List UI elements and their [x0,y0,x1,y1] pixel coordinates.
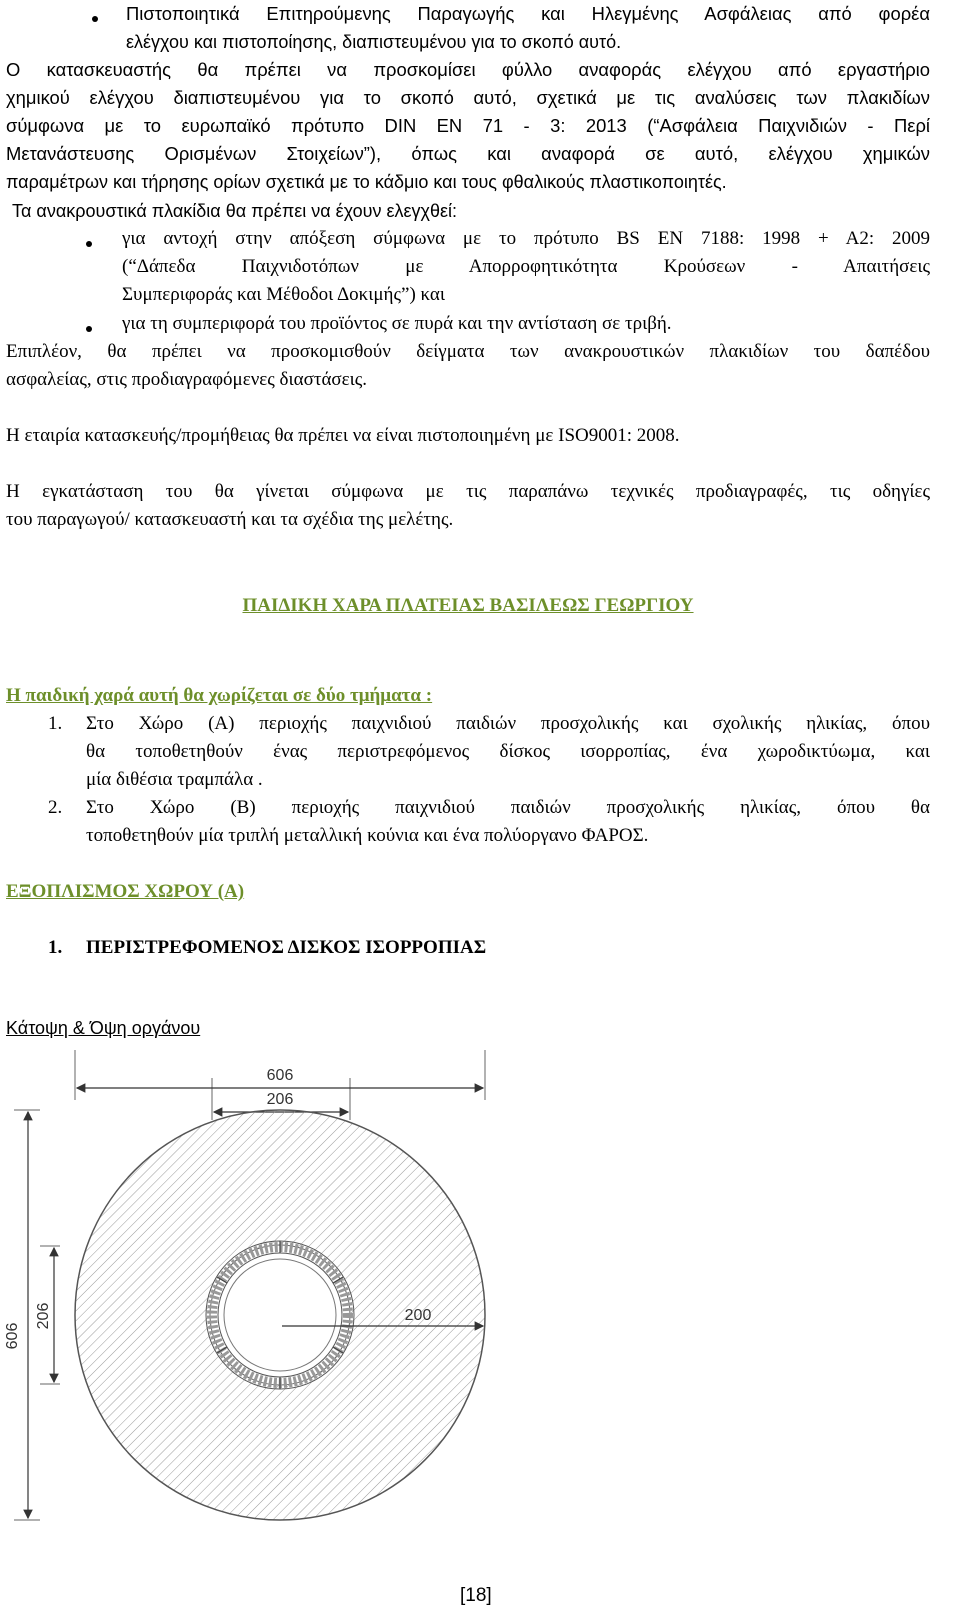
list-item-2-line-1: Στο Χώρο (Β) περιοχής παιχνιδιού παιδιών προσχολικής ηλικίας, όπου θα [86,797,930,818]
dim-label-vertical-outer: 606 [4,1322,21,1350]
tiles-bullet-1-line-1: για αντοχή στην απόξεση σύμφωνα με το πρότυπο BS EN 7188: 1998 + A2: 2009 [122,228,930,249]
division-heading: Η παιδική χαρά αυτή θα χωρίζεται σε δύο τμήματα : [6,685,433,706]
installation-line-1: Η εγκατάσταση του θα γίνεται σύμφωνα με τις παραπάνω τεχνικές προδιαγραφές, τις οδηγίες [6,481,930,502]
installation-paragraph [6,478,930,506]
dim-label-radius: 200 [404,1307,432,1324]
bullet-marker [86,326,92,332]
item-heading-title: ΠΕΡΙΣΤΡΕΦΟΜΕΝΟΣ ΔΙΣΚΟΣ ΙΣΟΡΡΟΠΙΑΣ [86,937,487,958]
iso-paragraph: Η εταιρία κατασκευής/προμήθειας θα πρέπει να είναι πιστοποιημένη με ISO9001: 2008. [6,425,680,446]
list-item-2-line-2: τοποθετηθούν μία τριπλή μεταλλική κούνια και ένα πολύοργανο ΦΑΡΟΣ. [86,825,649,846]
bullet-marker [92,16,98,22]
tiles-bullet-1 [122,225,930,281]
dim-label-outer: 606 [266,1067,294,1084]
manufacturer-line-1: Ο κατασκευαστής θα πρέπει να προσκομίσει φύλλο αναφοράς ελέγχου από εργαστήριο [6,59,930,80]
drawing-caption: Κάτοψη & Όψη οργάνου [6,1018,201,1038]
section-title: ΠΑΙΔΙΚΗ ΧΑΡΑ ΠΛΑΤΕΙΑΣ ΒΑΣΙΛΕΩΣ ΓΕΩΡΓΙΟΥ [242,595,694,616]
list-item-2-number: 2. [48,797,63,818]
certificate-bullet-line-1: Πιστοποιητικά Επιτηρούμενης Παραγωγής και Ηλεγμένης Ασφάλειας από φορέα [126,3,930,24]
item-heading-number: 1. [48,937,63,958]
list-item-1-line-3: μία διθέσια τραμπάλα . [86,769,263,790]
manufacturer-line-2: χημικού ελέγχου διαπιστευμένου για το σκοπό αυτό, σχετικά με τις αναλύσεις των πλακιδίων [6,87,930,108]
bullet-marker [86,241,92,247]
disk-plan-drawing [0,1040,960,1600]
manufacturer-line-4: Μετανάστευσης Ορισμένων Στοιχείων”), όπως και αναφορά σε αυτό, ελέγχου χημικών [6,143,930,164]
dim-label-vertical-inner: 206 [35,1302,52,1330]
page-number: [18] [460,1585,492,1606]
manufacturer-line-3: σύμφωνα με το ευρωπαϊκό πρότυπο DIN EN 71 - 3: 2013 (“Ασφάλεια Παιχνιδιών - Περί [6,115,930,136]
hub-center [224,1259,336,1371]
list-item-1 [86,710,930,766]
certificate-bullet-text [126,0,930,28]
tiles-bullet-1-line-3: Συμπεριφοράς και Μέθοδοι Δοκιμής”) και [122,284,445,305]
list-item-1-line-1: Στο Χώρο (Α) περιοχής παιχνιδιού παιδιών προσχολικής και σχολικής ηλικίας, όπου [86,713,930,734]
samples-paragraph [6,338,930,366]
installation-line-2: του παραγωγού/ κατασκευαστή και τα σχέδια της μελέτης. [6,509,454,530]
list-item-1-line-2: θα τοποθετηθούν ένας περιστρεφόμενος δίσκος ισορροπίας, ένα χωροδικτύωμα, και [86,741,930,762]
tiles-bullet-1-line-2: (“Δάπεδα Παιχνιδοτόπων με Απορροφητικότητα Κρούσεων - Απαιτήσεις [122,256,930,277]
samples-line-2: ασφαλείας, στις προδιαγραφόμενες διαστάσεις. [6,369,368,390]
tiles-bullet-2: για τη συμπεριφορά του προϊόντος σε πυρά και την αντίσταση σε τριβή. [122,313,672,334]
list-item-1-number: 1. [48,713,63,734]
list-item-2 [86,794,930,822]
samples-line-1: Επιπλέον, θα πρέπει να προσκομισθούν δείγματα των ανακρουστικών πλακιδίων του δαπέδου [6,341,930,362]
equipment-heading: ΕΞΟΠΛΙΣΜΟΣ ΧΩΡΟΥ (Α) [6,881,245,902]
manufacturer-line-5: παραμέτρων και τήρησης ορίων σχετικά με το κάδμιο και τους φθαλικούς πλαστικοποιητές. [6,172,727,192]
dim-label-inner: 206 [266,1091,294,1108]
manufacturer-paragraph [6,56,930,168]
certificate-bullet-line-2: ελέγχου και πιστοποίησης, διαπιστευμένου για το σκοπό αυτό. [126,32,622,52]
tiles-intro: Τα ανακρουστικά πλακίδια θα πρέπει να έχουν ελεγχθεί: [12,201,458,221]
